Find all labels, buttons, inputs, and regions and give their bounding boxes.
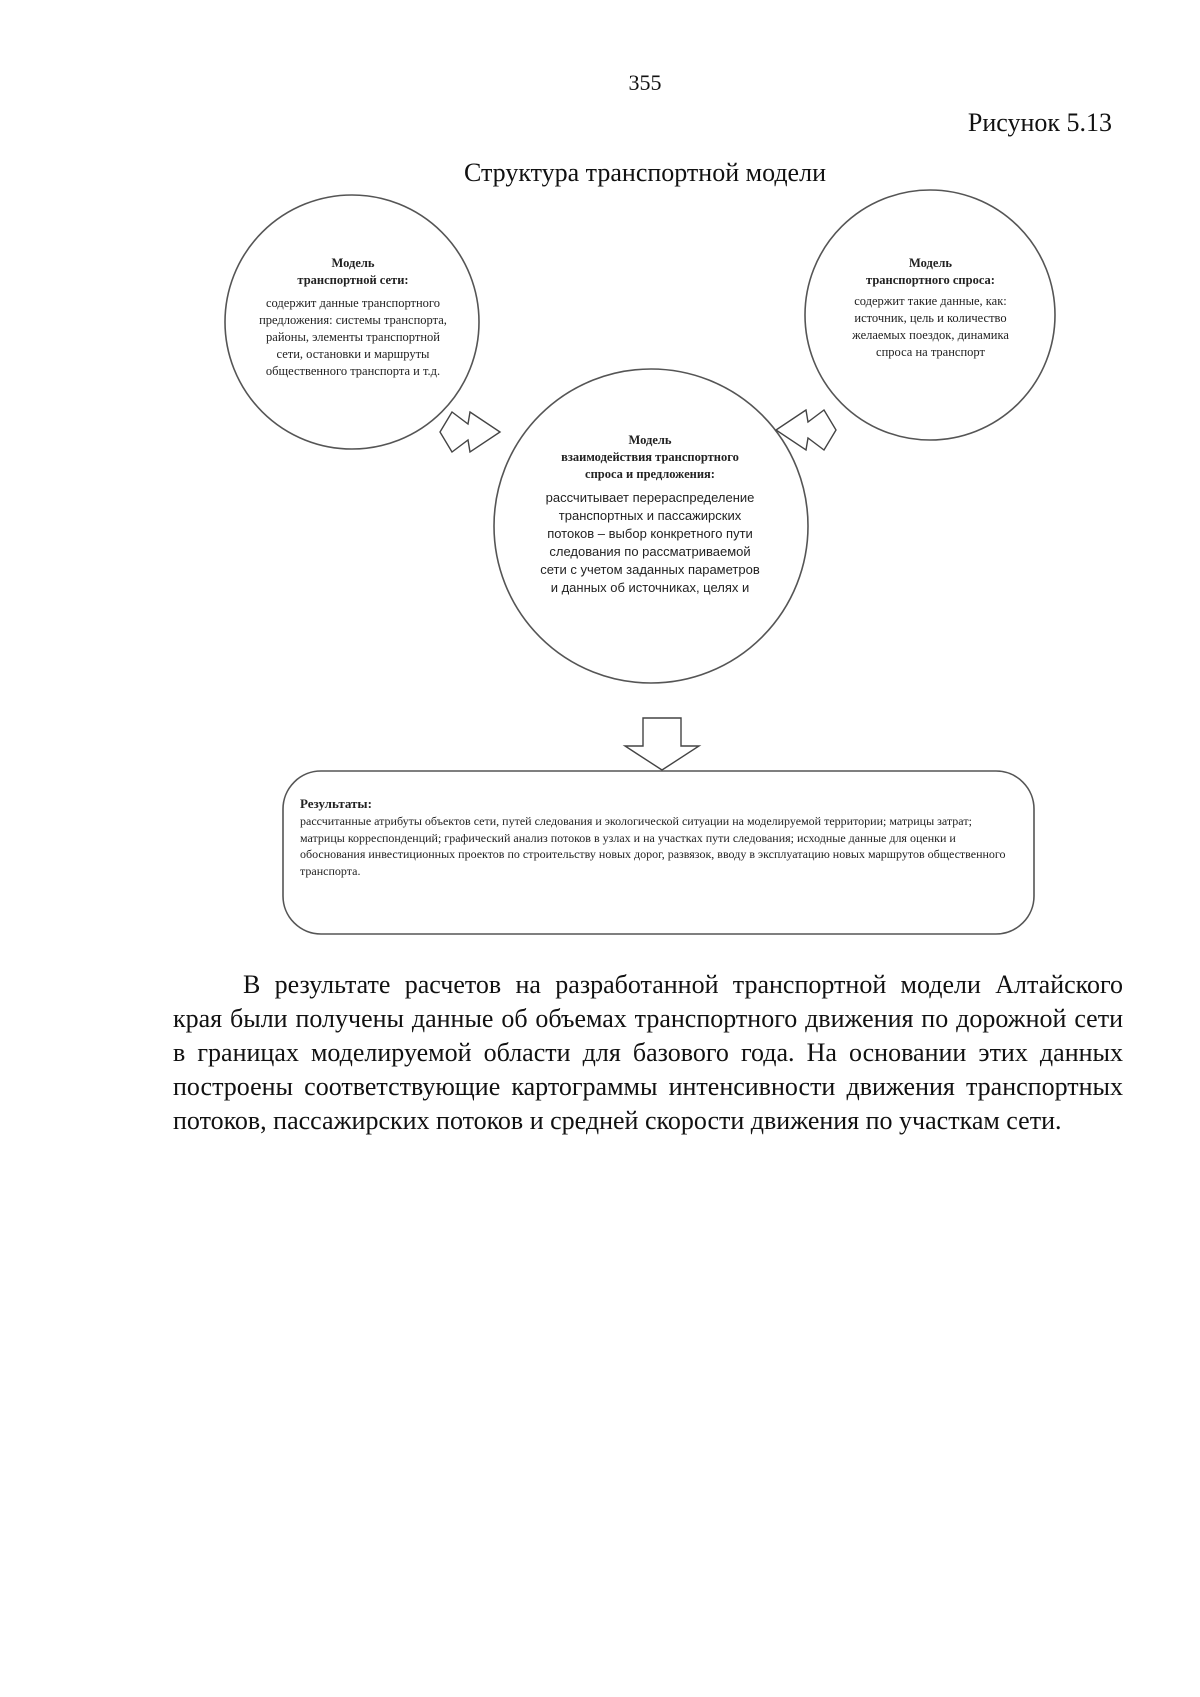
- left-node-text: [258, 255, 448, 380]
- left-arrow-icon: [440, 412, 500, 452]
- figure-label: Рисунок 5.13: [967, 108, 1112, 137]
- right-node-text: [838, 255, 1023, 361]
- center-node-text: [540, 432, 760, 597]
- figure-title: Структура транспортной модели: [464, 158, 826, 187]
- right-node-heading-2: транспортного спроса:: [866, 273, 995, 287]
- body-paragraph: [173, 968, 1123, 1138]
- results-body: рассчитанные атрибуты объектов сети, путей следования и экологической ситуации на моделируемой территории; матрицы затрат; матрицы корреспонденций; графический анализ потоков в узлах и на участках пути следования; исходные данные для оценки и обоснования инвестиционных проектов по строительству новых дорог, развязок, вводу в эксплуатацию новых маршрутов общественного транспорта.: [300, 814, 1006, 878]
- center-node-heading-1: Модель: [628, 433, 672, 447]
- right-node-heading-1: Модель: [908, 256, 953, 270]
- left-node-heading-1: Модель: [331, 256, 375, 270]
- left-node-body: содержит данные транспортного предложения: системы транспорта, районы, элементы транспортной сети, остановки и маршруты общественного транспорта и т.д.: [259, 296, 447, 378]
- page-number: 355: [628, 70, 662, 95]
- left-node-heading-2: транспортной сети:: [297, 273, 409, 287]
- results-text: [300, 795, 1015, 879]
- down-arrow-icon: [625, 718, 699, 770]
- center-node-body: рассчитывает перераспределение транспортных и пассажирских потоков – выбор конкретного пути следования по рассматриваемой сети с учетом заданных параметров и данных об источниках, целях и: [540, 490, 760, 595]
- center-node-heading-3: спроса и предложения:: [585, 467, 715, 481]
- right-node-body: содержит такие данные, как: источник, цель и количество желаемых поездок, динамика спроса на транспорт: [852, 294, 1009, 359]
- results-heading: Результаты:: [300, 796, 372, 811]
- center-node-heading-2: взаимодействия транспортного: [561, 450, 739, 464]
- body-paragraph-text: В результате расчетов на разработанной транспортной модели Алтайского края были получены данные об объемах транспортного движения по дорожной сети в границах моделируемой области для базового года. На основании этих данных построены соответствующие картограммы интенсивности движения транспортных потоков, пассажирских потоков и средней скорости движения по участкам сети.: [173, 970, 1123, 1135]
